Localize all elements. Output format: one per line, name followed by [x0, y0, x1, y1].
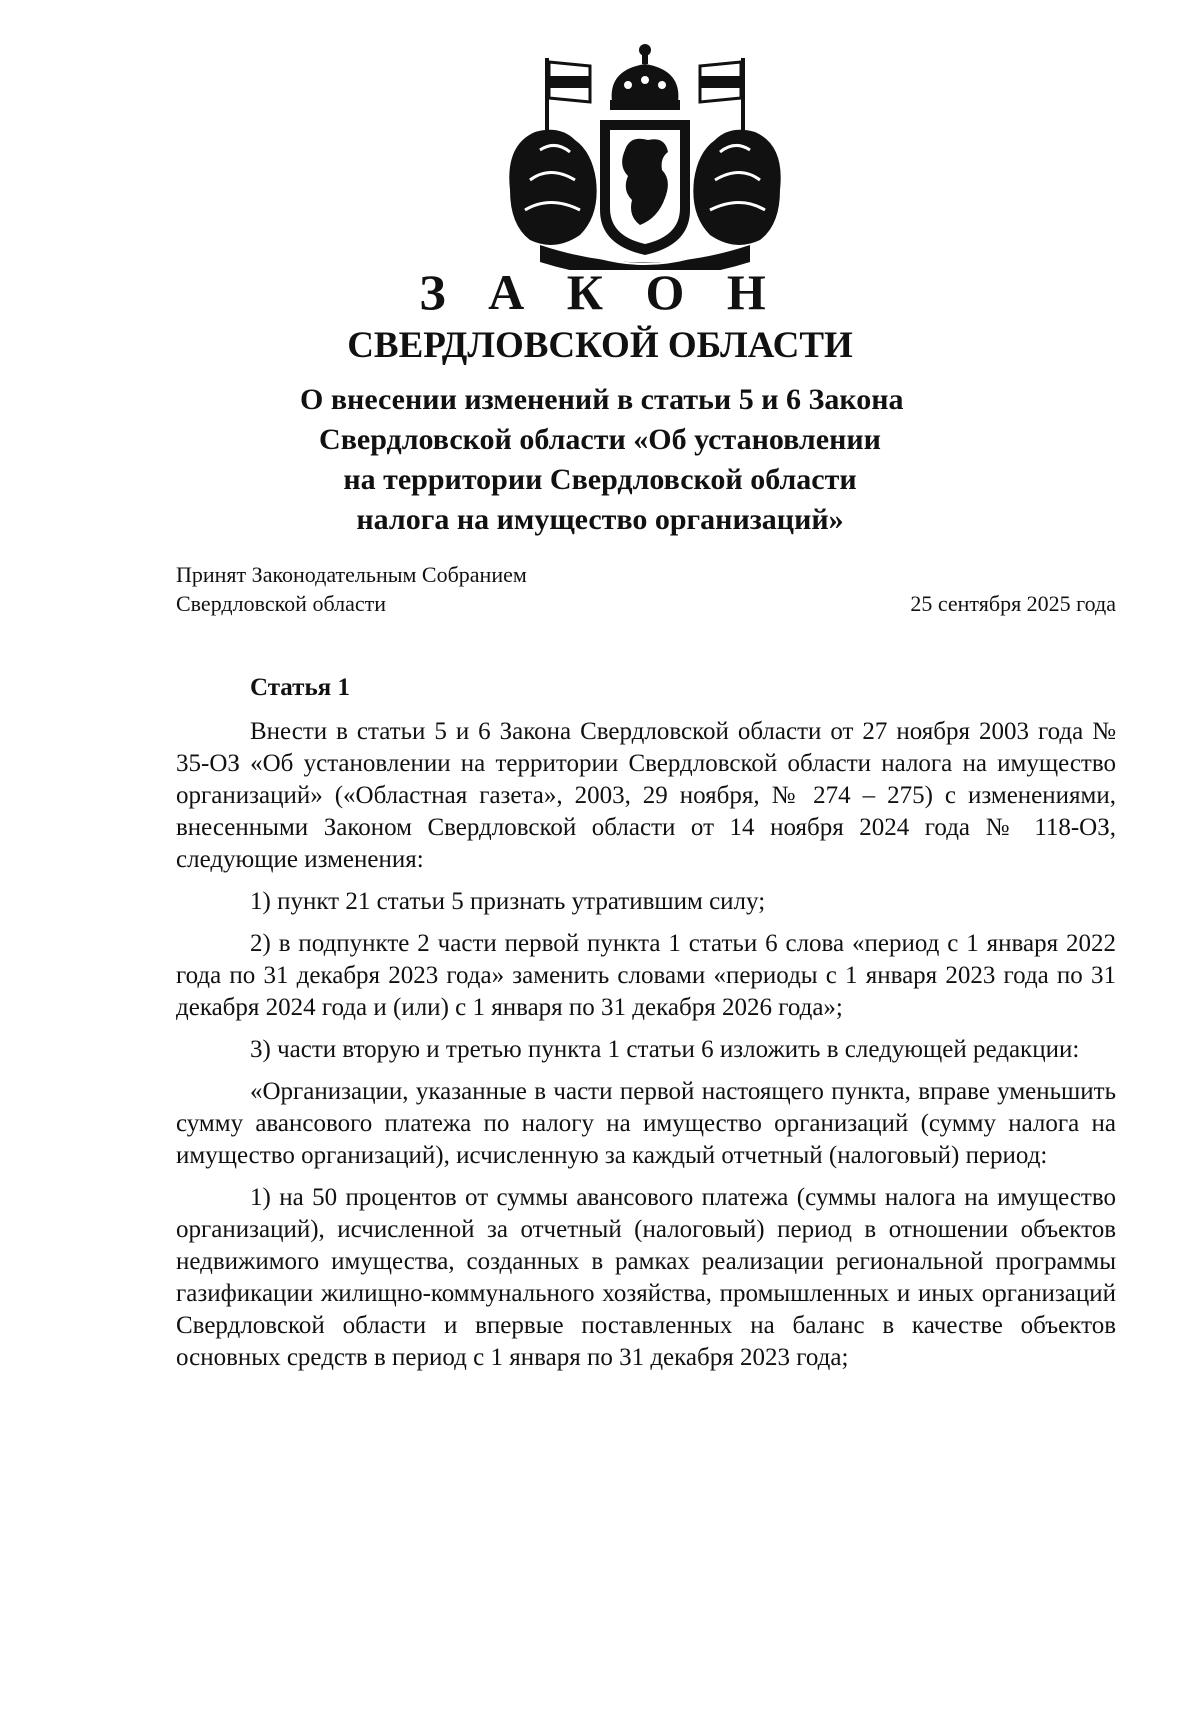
adoption-line: Принят Законодательным Собранием — [176, 562, 527, 587]
region-title: СВЕРДЛОВСКОЙ ОБЛАСТИ — [347, 325, 853, 366]
paragraph: Внести в статьи 5 и 6 Закона Свердловской области от 27 ноября 2003 года № 35-ОЗ «Об установлении на территории Свердловской области налога на имущество организаций» («Областная газета», 2003, 29 ноября, № 274 – 275) с изменениями, внесенными Законом Свердловской области от 14 ноября 2024 года № 118-ОЗ, следующие изменения: — [176, 718, 1116, 873]
article-heading: Статья 1 — [250, 674, 350, 701]
adoption-line: Свердловской области — [176, 591, 386, 616]
law-body — [176, 672, 1116, 1384]
paragraph: 3) части вторую и третью пункта 1 статьи 6 изложить в следующей редакции: — [250, 1036, 1080, 1063]
adoption-date: 25 сентября 2025 года — [910, 591, 1116, 616]
subtitle-line: Свердловской области «Об установлении — [319, 423, 881, 456]
subtitle-line: налога на имущество организаций» — [356, 503, 844, 536]
paragraph: 1) пункт 21 статьи 5 признать утратившим силу; — [250, 888, 766, 915]
subtitle-line: на территории Свердловской области — [343, 463, 857, 496]
adoption-authority — [176, 560, 527, 618]
subtitle-line: О внесении изменений в статьи 5 и 6 Закона — [300, 383, 904, 416]
law-subtitle — [300, 380, 904, 540]
paragraph: 1) на 50 процентов от суммы авансового платежа (суммы налога на имущество организаций), исчисленной за отчетный (налоговый) период в отношении объектов недвижимого имущества, созданных в рамках реализации региональной программы газификации жилищно-коммунального хозяйства, промышленных и иных организаций Свердловской области и впервые поставленных на баланс в качестве объектов основных средств в период с 1 января по 31 декабря 2023 года; — [176, 1184, 1116, 1371]
coat-of-arms-emblem — [500, 40, 790, 270]
law-title: З А К О Н — [419, 264, 781, 320]
paragraph: «Организации, указанные в части первой настоящего пункта, вправе уменьшить сумму авансового платежа по налогу на имущество организаций (сумму налога на имущество организаций), исчисленную за каждый отчетный (налоговый) период: — [176, 1078, 1116, 1169]
paragraph: 2) в подпункте 2 части первой пункта 1 статьи 6 слова «период с 1 января 2022 года по 31 декабря 2023 года» заменить словами «периоды с 1 января 2023 года по 31 декабря 2024 года и (или) с 1 января по 31 декабря 2026 года»; — [176, 930, 1116, 1021]
